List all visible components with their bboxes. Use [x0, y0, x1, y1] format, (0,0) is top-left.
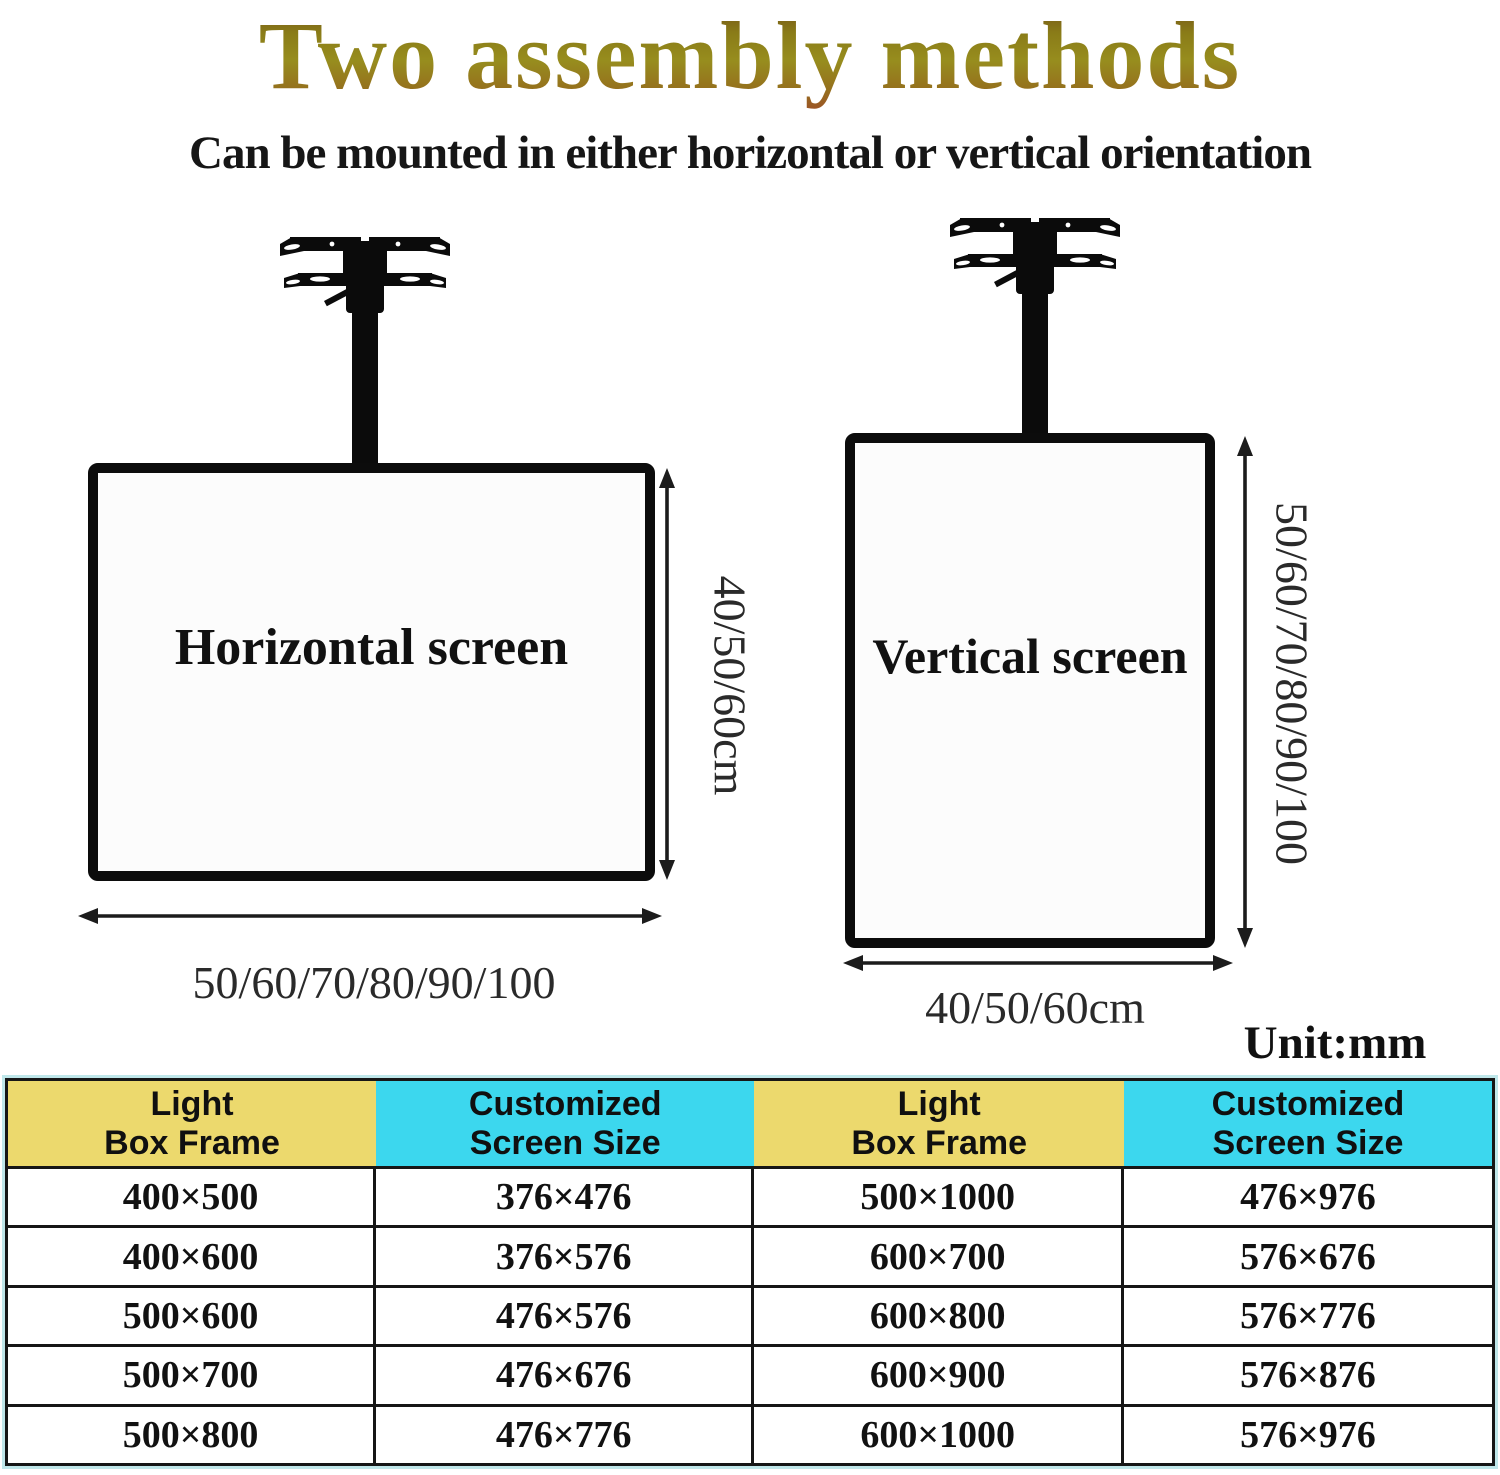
- mount-pole: [352, 322, 378, 472]
- table-cell: 600×800: [754, 1285, 1124, 1344]
- mount-pole: [1022, 302, 1048, 442]
- table-cell: 600×900: [754, 1344, 1124, 1403]
- table-cell: 476×676: [376, 1344, 754, 1403]
- unit-label: Unit:mm: [1243, 1017, 1427, 1069]
- table-cell: 500×600: [8, 1285, 376, 1344]
- page-subtitle: Can be mounted in either horizontal or vertical orientation: [189, 127, 1311, 179]
- horizontal-height-arrow-icon: [654, 468, 680, 880]
- table-cell: 576×876: [1124, 1344, 1492, 1403]
- horizontal-height-label: 40/50/60cm: [704, 575, 756, 796]
- table-cell: 476×576: [376, 1285, 754, 1344]
- table-cell: 576×776: [1124, 1285, 1492, 1344]
- table-cell: 600×1000: [754, 1404, 1124, 1463]
- vertical-screen-label: Vertical screen: [872, 627, 1188, 684]
- horizontal-screen-frame: [88, 463, 655, 881]
- table-cell: 376×576: [376, 1225, 754, 1284]
- table-cell: 476×776: [376, 1404, 754, 1463]
- horizontal-screen-label: Horizontal screen: [174, 618, 569, 676]
- page-title: Two assembly methods: [0, 0, 1500, 111]
- table-cell: 476×976: [1124, 1166, 1492, 1225]
- horizontal-width-arrow-icon: [78, 903, 662, 929]
- table-cell: 500×800: [8, 1404, 376, 1463]
- ceiling-mount-icon: [280, 231, 450, 331]
- horizontal-width-label: 50/60/70/80/90/100: [192, 957, 556, 1008]
- table-cell: 400×600: [8, 1225, 376, 1284]
- vertical-height-label: 50/60/70/80/90/100: [1266, 502, 1318, 865]
- vertical-width-arrow-icon: [843, 950, 1233, 976]
- table-header-customized-screen-size: Customized Screen Size: [376, 1081, 754, 1166]
- ceiling-mount-icon: [950, 212, 1120, 312]
- table-cell: 376×476: [376, 1166, 754, 1225]
- vertical-height-arrow-icon: [1232, 436, 1258, 948]
- table-cell: 600×700: [754, 1225, 1124, 1284]
- table-header-light-box-frame: Light Box Frame: [754, 1081, 1124, 1166]
- spec-table: [5, 1078, 1495, 1466]
- table-header-customized-screen-size: Customized Screen Size: [1124, 1081, 1492, 1166]
- table-cell: 576×976: [1124, 1404, 1492, 1463]
- vertical-width-label: 40/50/60cm: [925, 982, 1145, 1033]
- vertical-screen-frame: [845, 433, 1215, 948]
- table-cell: 500×700: [8, 1344, 376, 1403]
- table-cell: 576×676: [1124, 1225, 1492, 1284]
- table-header-light-box-frame: Light Box Frame: [8, 1081, 376, 1166]
- table-cell: 400×500: [8, 1166, 376, 1225]
- table-cell: 500×1000: [754, 1166, 1124, 1225]
